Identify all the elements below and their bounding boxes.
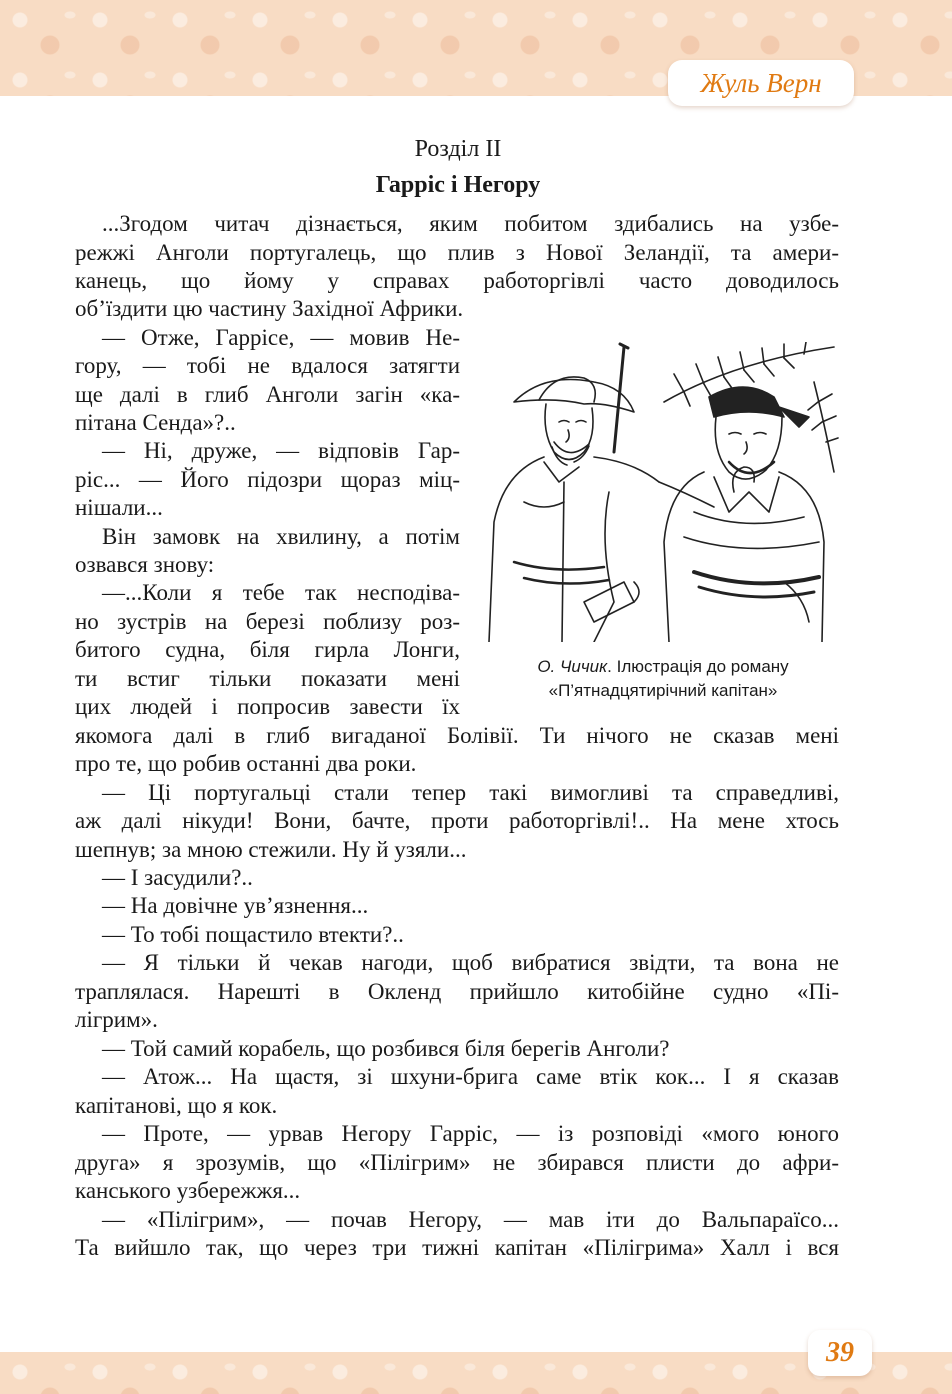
text-line: ти встиг тільки показати мені <box>75 666 460 691</box>
text-line: про те, що робив останні два роки. <box>75 751 417 776</box>
text-line: — На довічне ув’язнення... <box>102 893 369 918</box>
text-line: — То тобі пощастило втекти?.. <box>102 922 404 947</box>
text-line: канець, що йому у справах работоргівлі часто доводилось <box>75 268 839 293</box>
chapter-title: Гарріс і Негору <box>375 172 541 198</box>
text-line: — Проте, — урвав Негору Гарріс, — із розповіді «мого юного <box>102 1121 839 1146</box>
text-line: канського узбережжя... <box>75 1178 301 1203</box>
text-line: но зустрів на березі поблизу роз- <box>75 609 460 634</box>
text-line: цих людей і попросив завести їх <box>75 694 460 719</box>
caption-text: . Ілюстрація до роману <box>607 657 789 676</box>
author-name: Жуль Верн <box>700 68 822 98</box>
text-line: — Атож... На щастя, зі шхуни-брига саме втік кок... І я сказав <box>102 1064 839 1089</box>
text-line: битого судна, біля гирла Лонги, <box>75 637 460 662</box>
text-line: друга» я зрозумів, що «Пілігрим» не збирався плисти до афри- <box>75 1150 839 1175</box>
page-number: 39 <box>826 1337 854 1368</box>
text-line: ще далі в глиб Анголи загін «ка- <box>75 382 460 407</box>
illustration-caption <box>484 656 842 678</box>
text-line: — І засудили?.. <box>102 865 253 890</box>
text-line: — Я тільки й чекав нагоди, щоб вибратися звідти, та вона не <box>102 950 839 975</box>
text-line: аж далі нікуди! Вони, бачте, проти работоргівлі!.. На мене хтось <box>75 808 839 833</box>
chapter-number: Розділ II <box>414 136 502 162</box>
text-line: нішали... <box>75 495 163 520</box>
caption-author: О. Чичик <box>537 657 608 676</box>
text-line: пітана Сенда»?.. <box>75 410 236 435</box>
text-line: об’їздити цю частину Західної Африки. <box>75 296 464 321</box>
text-line: траплялася. Нарешті в Окленд прийшло китобійне судно «Пі- <box>75 979 839 1004</box>
text-line: Він замовк на хвилину, а потім <box>102 524 460 549</box>
illustration-caption-line2: «П’ятнадцятирічний капітан» <box>548 681 778 700</box>
text-line: — Ні, друже, — відповів Гар- <box>102 438 460 463</box>
illustration-two-men <box>484 342 842 642</box>
text-line: озвався знову: <box>75 552 215 577</box>
text-line: якомога далі в глиб вигаданої Болівії. Ти нічого не сказав мені <box>75 723 839 748</box>
text-line: — Ці португальці стали тепер такі вимогливі та справедливі, <box>102 780 839 805</box>
text-line: капітанові, що я кок. <box>75 1093 278 1118</box>
text-line: лігрим». <box>75 1007 158 1032</box>
author-header-tab <box>668 60 854 106</box>
text-line: режжі Анголи португалець, що плив з Нової Зеландії, та амери- <box>75 240 839 265</box>
page-number-badge <box>808 1330 872 1376</box>
text-line: — Той самий корабель, що розбився біля берегів Анголи? <box>102 1036 670 1061</box>
text-line: ...Згодом читач дізнається, яким побитом здибались на узбе- <box>102 211 839 236</box>
text-line: шепнув; за мною стежили. Ну й узяли... <box>75 837 467 862</box>
text-line: Та вийшло так, що через три тижні капітан «Пілігрима» Халл і вся <box>75 1235 839 1260</box>
text-line: — «Пілігрим», — почав Негору, — мав іти до Вальпараїсо... <box>102 1207 839 1232</box>
text-line: ріс... — Його підозри щораз міц- <box>75 467 460 492</box>
text-line: —...Коли я тебе так несподіва- <box>102 580 460 605</box>
text-line: гору, — тобі не вдалося затягти <box>75 353 460 378</box>
text-line: — Отже, Гаррісе, — мовив Не- <box>102 325 460 350</box>
